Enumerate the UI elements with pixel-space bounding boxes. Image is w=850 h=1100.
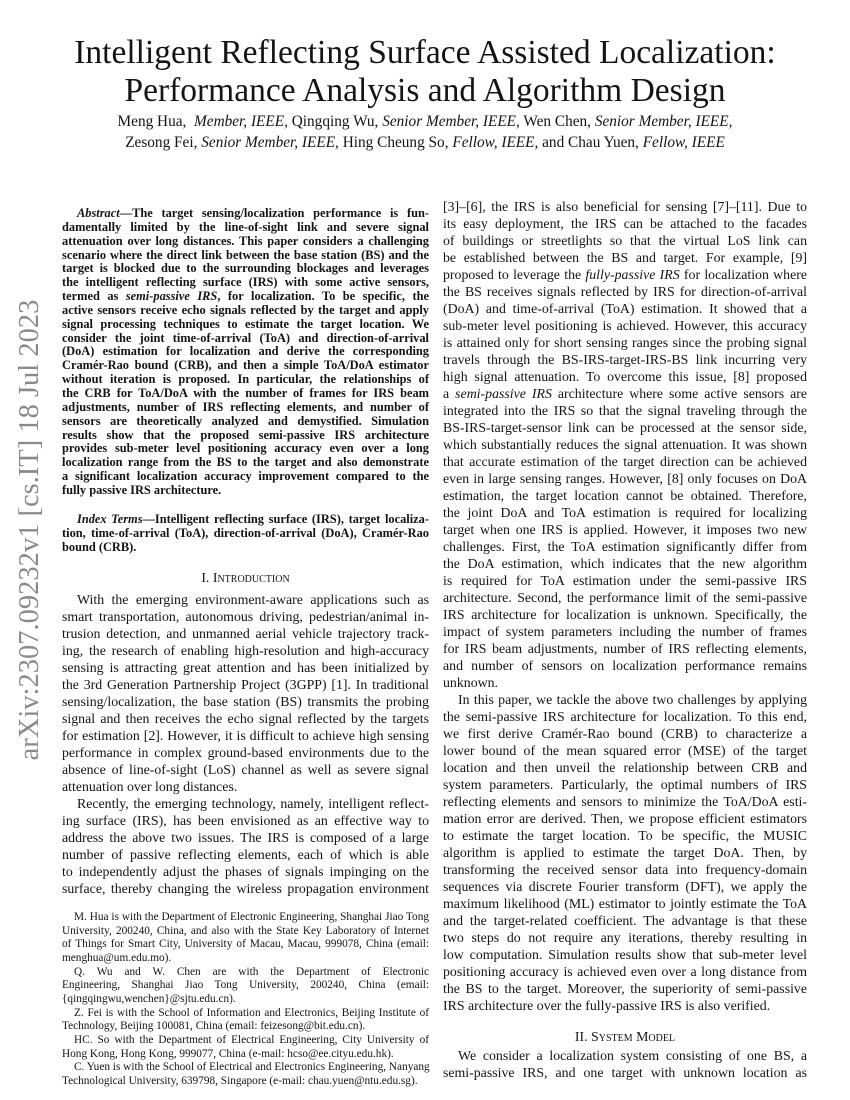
text-line: surface, thereby changing the wireless propagation environment	[62, 881, 429, 896]
text-line: {qingqingwu,wenchen}@sjtu.edu.cn).	[62, 992, 236, 1005]
text-line: the CRB for ToA/DoA with the number of frames for IRS beam	[62, 385, 429, 400]
text-line: ing, the research of enabling high-resolution and high-accuracy	[62, 643, 429, 658]
text-line: the BS receives signals reflected by IRS for direction-of-arrival	[443, 284, 807, 299]
text-line: sensors are theoretically analyzed and demystified. Simulation	[62, 413, 429, 428]
text-line: and the target-related coefficient. The advantage is that these	[443, 913, 807, 928]
text-line: is required for ToA estimation under the semi-passive IRS	[443, 573, 807, 588]
text-line: sensing is attracting great attention and has been initialized by	[62, 660, 429, 675]
text-line: IRS architecture for localization is unknown. Specifically, the	[443, 607, 807, 622]
text-line	[62, 513, 429, 527]
text-span: termed as	[62, 289, 126, 304]
text-span: a	[443, 386, 456, 401]
text-line: to estimate the target location. To be specific, the MUSIC	[443, 828, 807, 843]
footnote	[62, 1061, 429, 1088]
paragraph	[443, 198, 807, 691]
text-line: address the above two issues. The IRS is composed of a large	[62, 830, 429, 845]
text-line: absence of line-of-sight (LoS) channel as well as severe signal	[62, 762, 429, 777]
author-name: and Chau Yuen,	[538, 133, 643, 151]
text-line: Hong Kong, Hong Kong, 999077, China (e-mail: hcso@ee.cityu.edu.hk).	[62, 1047, 394, 1060]
text-line: be established between the BS and target. For example, [9]	[443, 250, 807, 265]
footnote	[62, 1007, 429, 1034]
abstract-paragraph	[62, 207, 429, 498]
author-title: Fellow, IEEE,	[452, 133, 539, 151]
paragraph	[443, 1047, 807, 1081]
paragraph	[62, 591, 429, 795]
text-line: adjustments, number of IRS reflecting elements, and number of	[62, 399, 429, 414]
text-line: the joint DoA and ToA estimation is required for localizing	[443, 505, 807, 520]
text-line: active sensors receive echo signals reflected by the target and apply	[62, 302, 429, 317]
text-line: sensing/localization, the base station (BS) transmits the probing	[62, 694, 429, 709]
text-line: mation error are derived. Then, we propose efficient estimators	[443, 811, 807, 826]
text-line: target when one IRS is applied. However, it imposes two new	[443, 522, 807, 537]
arxiv-identifier-stamp: arXiv:2307.09232v1 [cs.IT] 18 Jul 2023	[14, 299, 45, 761]
italic-text: semi-passive IRS	[125, 289, 218, 304]
text-line: Recently, the emerging technology, namely, intelligent reflect-	[77, 796, 429, 811]
text-line: IRS architecture over the fully-passive IRS is also verified.	[443, 998, 771, 1013]
text-line: menghua@um.edu.mo).	[62, 951, 172, 964]
text-line: (DoA) and time-of-arrival (ToA) estimation. It showed that a	[443, 301, 807, 316]
text-line: positioning accuracy is achieved even over a long distance from	[443, 964, 807, 979]
text-line: impact of system parameters including the number of frames	[443, 624, 807, 639]
footnote	[62, 966, 429, 1007]
text-line: localization range from the BS to the target and also demonstrate	[62, 455, 429, 470]
text-line: provides sub-meter level positioning accuracy even over a long	[62, 441, 429, 456]
text-line	[443, 385, 807, 402]
text-line: for estimation [2]. However, it is difficult to achieve high sensing	[62, 728, 429, 743]
text-line: the BS to the target. Moreover, the superiority of semi-passive	[443, 981, 807, 996]
text-line: C. Yuen is with the School of Electrical and Electronics Engineering, Nanyang	[74, 1061, 430, 1074]
author-title: Fellow, IEEE	[642, 133, 725, 151]
text-line: two steps do not require any iterations, thereby resulting in	[443, 930, 807, 945]
text-line: Engineering, Shanghai Jiao Tong University, 200240, China (email:	[62, 979, 429, 992]
text-line: low computation. Simulation results show that sub-meter level	[443, 947, 807, 962]
text-line: without iteration is proposed. In particular, the relationships of	[62, 372, 429, 387]
text-line: We consider a localization system consisting of one BS, a	[458, 1048, 807, 1063]
text-line: (DoA) estimation for localization and derive the corresponding	[62, 344, 429, 359]
text-line: [3]–[6], the IRS is also beneficial for sensing [7]–[11]. Due to	[443, 199, 807, 214]
text-line: target is blocked due to the surrounding blockages and leverages	[62, 261, 429, 276]
title-line: Intelligent Reflecting Surface Assisted Localization:	[74, 34, 776, 71]
text-line: a significant localization accuracy improvement compared to the	[62, 469, 429, 484]
text-line: Technology, Beijing 100081, China (email: feizesong@bit.edu.cn).	[62, 1020, 366, 1033]
text-line: semi-passive IRS, and one target with unknown location as	[443, 1065, 807, 1080]
paragraph	[443, 691, 807, 1014]
text-line: the intelligent reflecting surface (IRS) with some active sensors,	[62, 275, 429, 290]
text-line: is attained only for short sensing ranges since the probing signal	[443, 335, 807, 350]
text-line: fully passive IRS architecture.	[62, 482, 222, 497]
text-line: travels through the BS-IRS-target-IRS-BS link incurring very	[443, 352, 807, 367]
text-line: results show that the proposed semi-passive IRS architecture	[62, 427, 429, 442]
text-line: integrated into the IRS so that the signal traveling through the	[443, 403, 807, 418]
author-title: Member, IEEE,	[194, 113, 288, 130]
author-list	[40, 112, 810, 153]
text-line: number of passive reflecting elements, each of which is able	[62, 847, 429, 862]
text-line: attenuation over long distances.	[62, 779, 238, 794]
text-line: damentally limited by the line-of-sight link and severe signal	[62, 219, 429, 234]
text-line: tion, time-of-arrival (ToA), direction-of-arrival (DoA), Cramér-Rao	[62, 525, 429, 540]
text-line: unknown.	[443, 675, 498, 690]
text-line: system parameters. Particularly, the optimal numbers of IRS	[443, 777, 807, 792]
text-line: bound (CRB).	[62, 539, 137, 554]
italic-text: Index Terms	[77, 512, 143, 526]
text-line: HC. So with the Department of Electrical Engineering, City University of	[74, 1033, 429, 1046]
italic-text: fully-passive IRS	[585, 267, 680, 282]
text-line: lower bound of the mean squared error (MSE) of the target	[443, 743, 807, 758]
text-line: smart transportation, autonomous driving, pedestrian/animal in-	[62, 609, 429, 624]
index-terms	[62, 513, 429, 555]
text-line: Z. Fei is with the School of Information and Electronics, Beijing Institute of	[74, 1006, 429, 1019]
text-line: challenges. First, the ToA estimation significantly differ from	[443, 539, 807, 554]
text-span: architecture where some active sensors are	[551, 386, 807, 401]
text-line: signal processing techniques to estimate the target location. We	[62, 316, 429, 331]
text-line	[62, 207, 429, 221]
author-title: Senior Member, IEEE,	[382, 113, 520, 130]
author-line	[40, 133, 810, 154]
text-line: to independently adjust the phases of signals impinging on the	[62, 864, 429, 879]
text-line: BS-IRS-target-sensor link can be processed at the sensor side,	[443, 420, 807, 435]
text-line: the semi-passive IRS architecture for localization. To this end,	[443, 709, 807, 724]
text-line	[62, 290, 429, 304]
text-line: architecture. Second, the performance limit of the semi-passive	[443, 590, 807, 605]
section-heading: II. System Model	[574, 1029, 676, 1044]
text-line: Q. Wu and W. Chen are with the Department of Electronic	[74, 965, 429, 978]
text-line: M. Hua is with the Department of Electronic Engineering, Shanghai Jiao Tong	[74, 911, 429, 923]
author-name: Qingqing Wu,	[287, 113, 383, 130]
text-line: performance in complex ground-based environments due to the	[62, 745, 429, 760]
text-line: consider the joint time-of-arrival (ToA) and direction-of-arrival	[62, 330, 429, 345]
text-line: ing surface (IRS), has been envisioned as an effective way to	[62, 813, 429, 828]
text-line: estimation, the target location cannot be obtained. Therefore,	[443, 488, 807, 503]
author-name: Meng Hua,	[117, 113, 195, 130]
text-line: maximum likelihood (ML) estimator to jointly estimate the ToA	[443, 896, 807, 911]
text-span: —The target sensing/localization performance is fun-	[119, 206, 429, 220]
text-line: we first derive Cramér-Rao bound (CRB) to characterize a	[443, 726, 807, 741]
text-line: Cramér-Rao bound (CRB), and then a simple ToA/DoA estimator	[62, 358, 429, 373]
author-name: Hing Cheung So,	[338, 133, 453, 151]
text-line: the DoA estimation, which indicates that the new algorithm	[443, 556, 807, 571]
text-line: its easy deployment, the IRS can be attached to the facades	[443, 216, 807, 231]
text-line: signal and then receives the echo signal reflected by the targets	[62, 711, 429, 726]
author-line	[40, 112, 810, 133]
text-line: location and then unveil the relationship between CRB and	[443, 760, 807, 775]
author-title: Senior Member, IEEE,	[201, 133, 339, 151]
section-heading: I. Introduction	[201, 570, 290, 585]
right-column	[443, 198, 807, 1081]
author-name: Wen Chen,	[519, 113, 595, 130]
text-line	[443, 266, 807, 283]
text-line: sub-meter level positioning is achieved. However, this accuracy	[443, 318, 807, 333]
text-span: —Intelligent reflecting surface (IRS), target localiza-	[142, 512, 429, 526]
section-introduction	[62, 569, 429, 897]
text-line: transforming the received sensor data into frequency-domain	[443, 862, 807, 877]
text-line: and number of sensors on localization performance remains	[443, 658, 807, 673]
footnotes	[62, 911, 429, 1089]
text-line: which substantially reduces the signal attenuation. It was shown	[443, 437, 807, 452]
text-line: With the emerging environment-aware applications such as	[77, 592, 429, 607]
text-line: attenuation over long distances. This paper considers a challenging	[62, 233, 429, 248]
text-span: for localization where	[679, 267, 807, 282]
footnote	[62, 911, 429, 966]
text-line: that accurate estimation of the target direction can be achieved	[443, 454, 807, 469]
text-line: the 3rd Generation Partnership Project (3GPP) [1]. In traditional	[62, 677, 429, 692]
index-terms-paragraph	[62, 513, 429, 555]
text-line: trusion detection, and unmanned aerial vehicle trajectory track-	[62, 626, 429, 641]
text-line: scenario where the direct link between the base station (BS) and the	[62, 247, 429, 262]
text-line: Technological University, 639798, Singapore (e-mail: chau.yuen@ntu.edu.sg).	[62, 1074, 418, 1087]
italic-text: Abstract	[77, 206, 120, 220]
text-line: algorithm is applied to estimate the target DoA. Then, by	[443, 845, 807, 860]
italic-text: semi-passive IRS	[455, 386, 552, 401]
text-line: University, 200240, China, and also with the State Key Laboratory of Internet	[62, 924, 429, 937]
author-name: Zesong Fei,	[125, 133, 202, 151]
text-line: In this paper, we tackle the above two challenges by applying	[458, 692, 807, 707]
text-span: proposed to leverage the	[443, 267, 586, 282]
text-line: for IRS beam adjustments, number of IRS reflecting elements,	[443, 641, 807, 656]
text-line: sequences via discrete Fourier transform (DFT), we apply the	[443, 879, 807, 894]
text-line: even in large sensing ranges. However, [8] only focuses on DoA	[443, 471, 807, 486]
text-line: high signal attenuation. To overcome this issue, [8] proposed	[443, 369, 807, 384]
paper-title	[0, 34, 850, 110]
text-span: , for localization. To be specific, the	[217, 289, 429, 304]
abstract	[62, 207, 429, 498]
text-line: of Things for Smart City, University of Macau, Macau, 999078, China (email:	[62, 938, 429, 951]
paragraph	[62, 795, 429, 897]
footnote	[62, 1034, 429, 1061]
author-title: Senior Member, IEEE,	[594, 113, 733, 130]
title-line: Performance Analysis and Algorithm Design	[124, 72, 726, 109]
text-line: reflecting elements and sensors to minimize the ToA/DoA esti-	[443, 794, 807, 809]
text-line: of buildings or streetlights so that the virtual LoS link can	[443, 233, 807, 248]
